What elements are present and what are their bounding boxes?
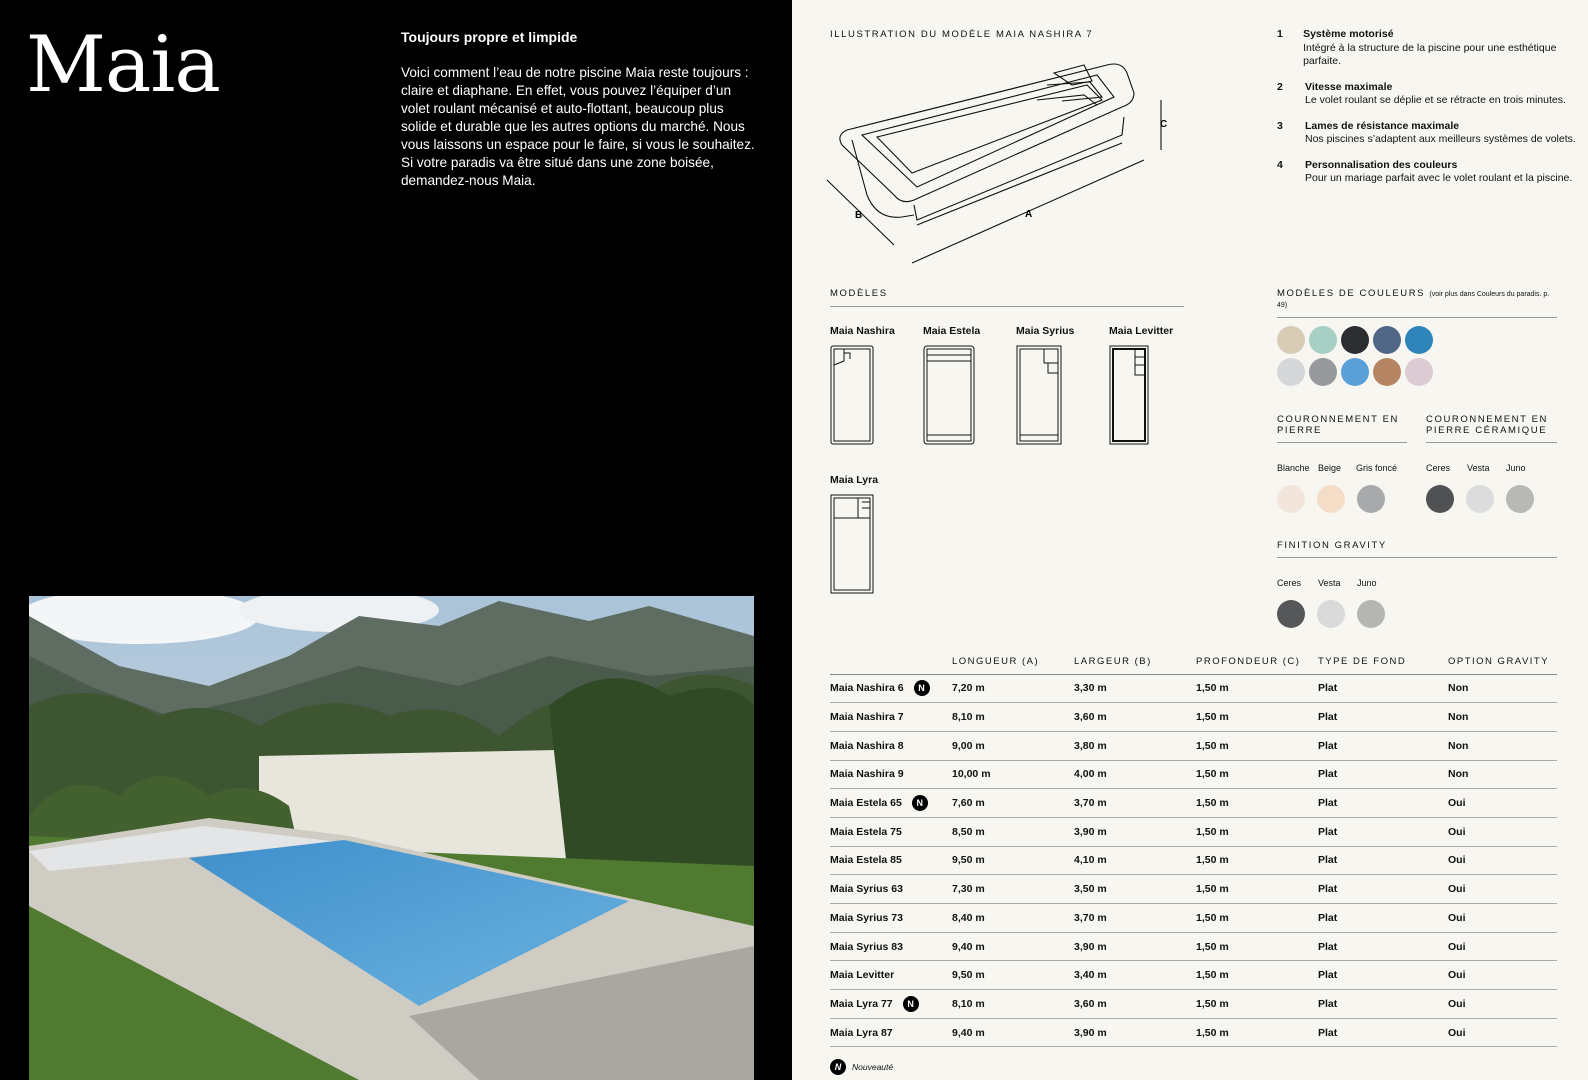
- ceramic-name: Vesta: [1467, 463, 1490, 473]
- intro-heading: Toujours propre et limpide: [401, 29, 578, 45]
- model-maia-nashira: [830, 325, 895, 445]
- gravity-name: Ceres: [1277, 578, 1302, 588]
- cell-gravity: Oui: [1448, 875, 1557, 904]
- cell-a: 9,50 m: [952, 846, 1074, 875]
- model-cell: [830, 674, 952, 703]
- feature-title: Personnalisation des couleurs: [1305, 158, 1458, 171]
- gravity-name: Juno: [1357, 578, 1377, 588]
- ceramic-swatch: [1426, 485, 1454, 513]
- cell-b: 3,30 m: [1074, 674, 1196, 703]
- cell-a: 9,40 m: [952, 932, 1074, 961]
- dim-b-label: B: [855, 210, 863, 221]
- color-swatch: [1277, 358, 1305, 386]
- model-cell: [830, 760, 952, 789]
- new-badge-icon: N: [903, 996, 919, 1012]
- color-swatch: [1309, 326, 1337, 354]
- cell-b: 3,90 m: [1074, 817, 1196, 846]
- specs-table: [830, 652, 1557, 1047]
- model-name-cell: Maia Nashira 7: [830, 711, 904, 724]
- pool-photo: [29, 596, 754, 1080]
- model-name-cell: Maia Estela 65: [830, 796, 902, 809]
- column-header: [830, 652, 952, 674]
- model-name: Maia Syrius: [1016, 325, 1075, 337]
- intro-body: Voici comment l’eau de notre piscine Maia reste toujours : claire et diaphane. En effet, vous pouvez l’équiper d’un volet roulant mécanisé et auto-flottant, beaucoup plus solide et durable que les autres options du marché. Nous vous laissons un espace pour le faire, si vous le souhaitez. Si votre paradis va être situé dans une zone boisée, demandez-nous Maia.: [401, 65, 755, 188]
- model-cell: [830, 846, 952, 875]
- model-plan-syrius: [1016, 345, 1062, 445]
- model-name: Maia Levitter: [1109, 325, 1174, 337]
- model-name-cell: Maia Nashira 9: [830, 768, 904, 781]
- model-name-cell: Maia Nashira 6: [830, 682, 904, 695]
- cell-c: 1,50 m: [1196, 1018, 1318, 1047]
- right-page: [792, 0, 1588, 1080]
- cell-a: 8,10 m: [952, 703, 1074, 732]
- color-swatch: [1309, 358, 1337, 386]
- feature-text: Intégré à la structure de la piscine pour une esthétique parfaite.: [1303, 41, 1557, 67]
- ceramic-name: Ceres: [1426, 463, 1451, 473]
- cell-a: 7,20 m: [952, 674, 1074, 703]
- gravity-name: Vesta: [1318, 578, 1341, 588]
- colors-label: [1277, 288, 1557, 318]
- cell-a: 9,00 m: [952, 731, 1074, 760]
- table-row: [830, 846, 1557, 875]
- cell-c: 1,50 m: [1196, 904, 1318, 933]
- cell-fond: Plat: [1318, 674, 1448, 703]
- table-row: [830, 703, 1557, 732]
- model-name-cell: Maia Lyra 87: [830, 1026, 893, 1039]
- cell-gravity: Non: [1448, 760, 1557, 789]
- cell-b: 3,70 m: [1074, 904, 1196, 933]
- pool-diagram: [822, 55, 1182, 275]
- model-plan-lyra: [830, 494, 874, 594]
- table-row: [830, 817, 1557, 846]
- cell-a: 8,10 m: [952, 990, 1074, 1019]
- model-name-cell: Maia Estela 85: [830, 854, 902, 867]
- cell-a: 7,60 m: [952, 789, 1074, 818]
- model-name-cell: Maia Syrius 83: [830, 940, 903, 953]
- cell-b: 3,90 m: [1074, 1018, 1196, 1047]
- cell-gravity: Oui: [1448, 1018, 1557, 1047]
- color-swatch: [1373, 326, 1401, 354]
- model-name-cell: Maia Lyra 77: [830, 997, 893, 1010]
- cell-gravity: Non: [1448, 674, 1557, 703]
- cell-a: 7,30 m: [952, 875, 1074, 904]
- cell-c: 1,50 m: [1196, 932, 1318, 961]
- model-name: Maia Estela: [923, 325, 981, 337]
- model-name-cell: Maia Nashira 8: [830, 739, 904, 752]
- model-maia-lyra: [830, 474, 878, 594]
- cell-fond: Plat: [1318, 1018, 1448, 1047]
- model-plan-levitter: [1109, 345, 1149, 445]
- feature-number: 4: [1277, 158, 1283, 171]
- cell-c: 1,50 m: [1196, 875, 1318, 904]
- new-badge-icon: N: [914, 680, 930, 696]
- table-row: [830, 875, 1557, 904]
- table-header-row: [830, 652, 1557, 674]
- cell-b: 3,80 m: [1074, 731, 1196, 760]
- cell-c: 1,50 m: [1196, 846, 1318, 875]
- color-swatch: [1341, 358, 1369, 386]
- ceramic-swatch: [1466, 485, 1494, 513]
- model-cell: [830, 961, 952, 990]
- cell-fond: Plat: [1318, 703, 1448, 732]
- left-page: [0, 0, 792, 1080]
- cell-b: 3,70 m: [1074, 789, 1196, 818]
- model-maia-levitter: [1109, 325, 1173, 445]
- model-name-cell: Maia Estela 75: [830, 825, 902, 838]
- model-cell: [830, 731, 952, 760]
- color-swatch: [1405, 326, 1433, 354]
- column-header: OPTION GRAVITY: [1448, 652, 1557, 674]
- feature-number: 3: [1277, 119, 1283, 132]
- illustration-label: ILLUSTRATION DU MODÈLE MAIA NASHIRA 7: [830, 29, 1094, 40]
- column-header: PROFONDEUR (C): [1196, 652, 1318, 674]
- feature-number: 1: [1277, 28, 1283, 40]
- cell-gravity: Oui: [1448, 817, 1557, 846]
- cell-gravity: Non: [1448, 731, 1557, 760]
- feature-text: Nos piscines s’adaptent aux meilleurs systèmes de volets.: [1305, 133, 1576, 145]
- cell-gravity: Non: [1448, 703, 1557, 732]
- cell-fond: Plat: [1318, 760, 1448, 789]
- cell-fond: Plat: [1318, 932, 1448, 961]
- cell-fond: Plat: [1318, 789, 1448, 818]
- cell-a: 9,50 m: [952, 961, 1074, 990]
- table-row: [830, 1018, 1557, 1047]
- cell-b: 4,10 m: [1074, 846, 1196, 875]
- model-name-cell: Maia Syrius 73: [830, 911, 903, 924]
- feature-title: Vitesse maximale: [1305, 80, 1393, 93]
- model-cell: [830, 990, 952, 1019]
- table-row: [830, 674, 1557, 703]
- cell-c: 1,50 m: [1196, 760, 1318, 789]
- model-name: Maia Nashira: [830, 325, 895, 337]
- cell-b: 3,60 m: [1074, 990, 1196, 1019]
- feature-title: Lames de résistance maximale: [1305, 119, 1460, 132]
- feature-number: 2: [1277, 80, 1283, 93]
- feature-text: Pour un mariage parfait avec le volet roulant et la piscine.: [1305, 172, 1573, 184]
- table-row: [830, 760, 1557, 789]
- column-header: LONGUEUR (A): [952, 652, 1074, 674]
- model-plan-estela: [923, 345, 975, 445]
- cell-fond: Plat: [1318, 817, 1448, 846]
- feature-item: [1277, 81, 1577, 108]
- cell-b: 3,90 m: [1074, 932, 1196, 961]
- stone-name: Beige: [1318, 463, 1342, 473]
- legend-text: Nouveauté: [852, 1062, 894, 1072]
- stone-name: Gris foncé: [1356, 463, 1398, 473]
- cell-gravity: Oui: [1448, 961, 1557, 990]
- ceramic-coping-label: COURONNEMENT EN PIERRE CÉRAMIQUE: [1426, 414, 1557, 443]
- cell-c: 1,50 m: [1196, 703, 1318, 732]
- column-header: LARGEUR (B): [1074, 652, 1196, 674]
- cell-b: 3,50 m: [1074, 875, 1196, 904]
- cell-a: 8,40 m: [952, 904, 1074, 933]
- cell-c: 1,50 m: [1196, 731, 1318, 760]
- models-label: MODÈLES: [830, 288, 1184, 307]
- table-row: [830, 961, 1557, 990]
- cell-gravity: Oui: [1448, 932, 1557, 961]
- cell-c: 1,50 m: [1196, 817, 1318, 846]
- feature-item: [1277, 28, 1577, 69]
- stone-swatch: [1317, 485, 1345, 513]
- page-title: Maia: [26, 20, 220, 110]
- model-cell: [830, 703, 952, 732]
- dim-c-label: C: [1160, 119, 1168, 130]
- model-name-cell: Maia Syrius 63: [830, 883, 903, 896]
- color-swatch: [1373, 358, 1401, 386]
- cell-c: 1,50 m: [1196, 990, 1318, 1019]
- table-body: [830, 674, 1557, 1047]
- cell-gravity: Oui: [1448, 904, 1557, 933]
- model-name: Maia Lyra: [830, 474, 879, 486]
- stone-coping-label: COURONNEMENT EN PIERRE: [1277, 414, 1407, 443]
- model-cell: [830, 932, 952, 961]
- cell-fond: Plat: [1318, 961, 1448, 990]
- model-name-cell: Maia Levitter: [830, 969, 895, 982]
- model-plan-nashira: [830, 345, 874, 445]
- cell-fond: Plat: [1318, 990, 1448, 1019]
- gravity-swatch: [1277, 600, 1305, 628]
- model-cell: [830, 875, 952, 904]
- cell-fond: Plat: [1318, 904, 1448, 933]
- ceramic-swatch: [1506, 485, 1534, 513]
- dim-a-label: A: [1025, 209, 1033, 220]
- cell-a: 9,40 m: [952, 1018, 1074, 1047]
- model-cell: [830, 904, 952, 933]
- cell-gravity: Oui: [1448, 789, 1557, 818]
- color-swatch: [1277, 326, 1305, 354]
- gravity-swatch: [1357, 600, 1385, 628]
- cell-a: 8,50 m: [952, 817, 1074, 846]
- feature-title: Système motorisé: [1303, 28, 1394, 40]
- feature-item: [1277, 120, 1577, 147]
- model-cell: [830, 789, 952, 818]
- feature-list: [1277, 28, 1577, 198]
- cell-c: 1,50 m: [1196, 674, 1318, 703]
- cell-gravity: Oui: [1448, 990, 1557, 1019]
- ceramic-name: Juno: [1506, 463, 1526, 473]
- cell-b: 3,60 m: [1074, 703, 1196, 732]
- model-maia-syrius: [1016, 325, 1074, 445]
- new-badge-icon: N: [830, 1059, 846, 1075]
- cell-c: 1,50 m: [1196, 961, 1318, 990]
- gravity-finish-label: FINITION GRAVITY: [1277, 540, 1557, 558]
- cell-gravity: Oui: [1448, 846, 1557, 875]
- intro-block: [401, 28, 756, 190]
- cell-fond: Plat: [1318, 875, 1448, 904]
- model-cell: [830, 1018, 952, 1047]
- stone-swatch: [1277, 485, 1305, 513]
- color-swatch: [1405, 358, 1433, 386]
- cell-a: 10,00 m: [952, 760, 1074, 789]
- table-row: [830, 932, 1557, 961]
- color-swatch: [1341, 326, 1369, 354]
- pool-photo-illustration: [29, 596, 754, 1080]
- table-row: [830, 789, 1557, 818]
- model-maia-estela: [923, 325, 980, 445]
- table-row: [830, 990, 1557, 1019]
- colors-title: MODÈLES DE COULEURS: [1277, 288, 1426, 299]
- stone-name: Blanche: [1277, 463, 1310, 473]
- cell-c: 1,50 m: [1196, 789, 1318, 818]
- model-cell: [830, 817, 952, 846]
- cell-fond: Plat: [1318, 846, 1448, 875]
- cell-fond: Plat: [1318, 731, 1448, 760]
- column-header: TYPE DE FOND: [1318, 652, 1448, 674]
- legend: [830, 1059, 893, 1075]
- colors-note: (voir plus dans Couleurs du paradis. p. 49): [1277, 291, 1550, 309]
- stone-swatch: [1357, 485, 1385, 513]
- feature-text: Le volet roulant se déplie et se rétracte en trois minutes.: [1305, 94, 1566, 106]
- cell-b: 4,00 m: [1074, 760, 1196, 789]
- table-row: [830, 904, 1557, 933]
- gravity-swatch: [1317, 600, 1345, 628]
- new-badge-icon: N: [912, 795, 928, 811]
- table-row: [830, 731, 1557, 760]
- cell-b: 3,40 m: [1074, 961, 1196, 990]
- feature-item: [1277, 159, 1577, 186]
